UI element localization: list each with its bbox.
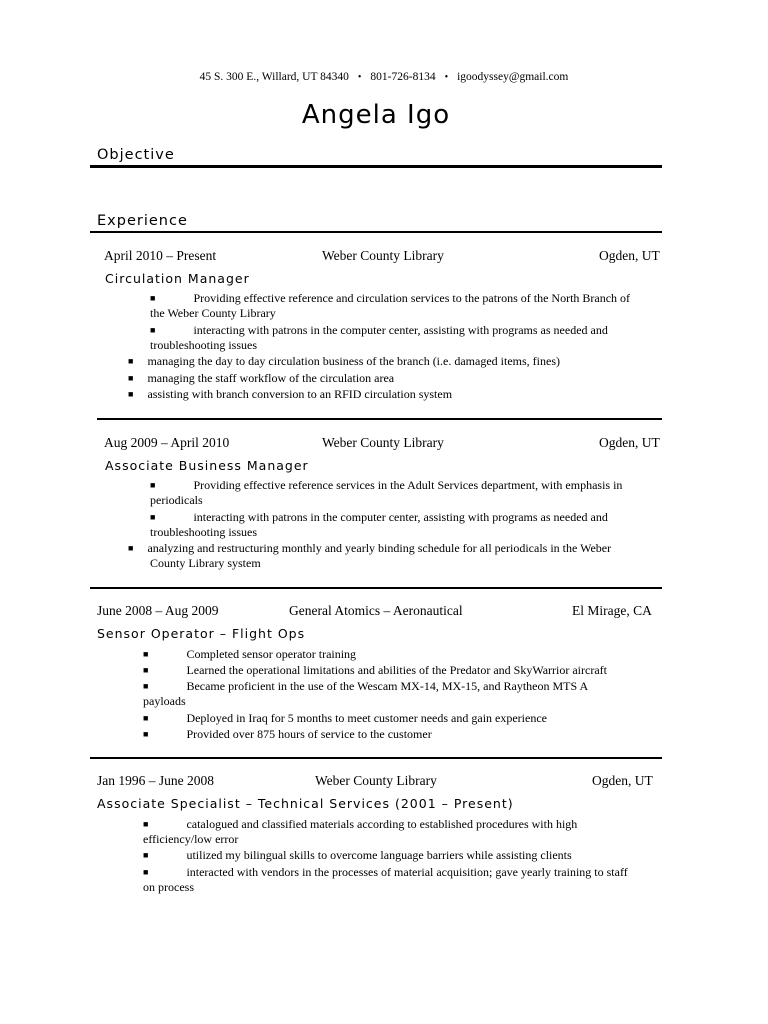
- job-title: Sensor Operator – Flight Ops: [97, 626, 306, 641]
- address: 45 S. 300 E., Willard, UT 84340: [199, 71, 349, 83]
- bullet-icon: ■: [150, 293, 156, 303]
- applicant-name: Angela Igo: [301, 100, 451, 130]
- job-divider: [97, 418, 662, 420]
- job-dates: Aug 2009 – April 2010: [104, 435, 230, 450]
- list-item: ■ Providing effective reference and circulation services to the patrons of the North Branch of: [150, 291, 631, 305]
- job-divider: [90, 757, 662, 759]
- separator-dot: •: [357, 72, 362, 83]
- list-item: ■ interacting with patrons in the computer center, assisting with programs as needed and: [150, 510, 608, 524]
- list-item-continued: the Weber County Library: [150, 306, 276, 320]
- bullet-icon: ■: [128, 543, 134, 553]
- list-item: ■ catalogued and classified materials according to established procedures with high: [143, 817, 578, 831]
- job-location: Ogden, UT: [599, 248, 660, 263]
- job-dates: Jan 1996 – June 2008: [97, 773, 214, 788]
- phone: 801-726-8134: [370, 71, 436, 83]
- email-link[interactable]: igoodyssey@gmail.com: [457, 71, 569, 83]
- list-item: ■ Became proficient in the use of the Wescam MX-14, MX-15, and Raytheon MTS A: [143, 679, 589, 693]
- list-item-continued: periodicals: [150, 493, 203, 507]
- bullet-icon: ■: [143, 681, 149, 691]
- separator-dot: •: [444, 72, 449, 83]
- list-item: ■ interacting with patrons in the computer center, assisting with programs as needed and: [150, 323, 608, 337]
- job-divider: [90, 587, 662, 589]
- job-employer: Weber County Library: [322, 435, 444, 450]
- list-item: ■ managing the day to day circulation business of the branch (i.e. damaged items, fines): [128, 354, 560, 368]
- list-item: ■ assisting with branch conversion to an RFID circulation system: [128, 387, 453, 401]
- list-item: ■ Deployed in Iraq for 5 months to meet customer needs and gain experience: [143, 711, 547, 725]
- list-item-continued: County Library system: [150, 556, 261, 570]
- job-employer: Weber County Library: [322, 248, 444, 263]
- list-item-continued: payloads: [143, 694, 186, 708]
- bullet-icon: ■: [143, 665, 149, 675]
- section-rule: [90, 165, 662, 168]
- list-item-continued: troubleshooting issues: [150, 525, 257, 539]
- list-item: ■ managing the staff workflow of the circulation area: [128, 371, 395, 385]
- list-item-continued: efficiency/low error: [143, 832, 239, 846]
- job-dates: June 2008 – Aug 2009: [97, 603, 219, 618]
- job-dates: April 2010 – Present: [104, 248, 217, 263]
- bullet-icon: ■: [143, 649, 149, 659]
- job-employer: Weber County Library: [315, 773, 437, 788]
- bullet-icon: ■: [128, 373, 134, 383]
- section-rule: [90, 231, 662, 233]
- bullet-icon: ■: [143, 850, 149, 860]
- bullet-icon: ■: [143, 819, 149, 829]
- list-item: ■ interacted with vendors in the processes of material acquisition; gave yearly training to staff: [143, 865, 628, 879]
- job-location: Ogden, UT: [599, 435, 660, 450]
- list-item: ■ Completed sensor operator training: [143, 647, 357, 661]
- job-title: Associate Specialist – Technical Services (2001 – Present): [97, 796, 514, 811]
- bullet-icon: ■: [150, 480, 156, 490]
- section-title-experience: Experience: [97, 213, 188, 229]
- section-title-objective: Objective: [97, 147, 175, 163]
- job-employer: General Atomics – Aeronautical: [289, 603, 463, 618]
- bullet-icon: ■: [150, 325, 156, 335]
- job-location: Ogden, UT: [592, 773, 653, 788]
- list-item: ■ Providing effective reference services in the Adult Services department, with emphasis in: [150, 478, 623, 492]
- bullet-icon: ■: [128, 389, 134, 399]
- list-item-continued: on process: [143, 880, 194, 894]
- list-item: ■ analyzing and restructuring monthly and yearly binding schedule for all periodicals in the Weber: [128, 541, 612, 555]
- contact-line: [0, 71, 768, 83]
- bullet-icon: ■: [143, 729, 149, 739]
- bullet-icon: ■: [143, 867, 149, 877]
- list-item: ■ utilized my bilingual skills to overcome language barriers while assisting clients: [143, 848, 572, 862]
- list-item: ■ Learned the operational limitations and abilities of the Predator and SkyWarrior aircraft: [143, 663, 607, 677]
- job-location: El Mirage, CA: [572, 603, 652, 618]
- list-item: ■ Provided over 875 hours of service to the customer: [143, 727, 432, 741]
- list-item-continued: troubleshooting issues: [150, 338, 257, 352]
- bullet-icon: ■: [150, 512, 156, 522]
- job-title: Circulation Manager: [105, 271, 250, 286]
- bullet-icon: ■: [143, 713, 149, 723]
- job-title: Associate Business Manager: [105, 458, 309, 473]
- bullet-icon: ■: [128, 356, 134, 366]
